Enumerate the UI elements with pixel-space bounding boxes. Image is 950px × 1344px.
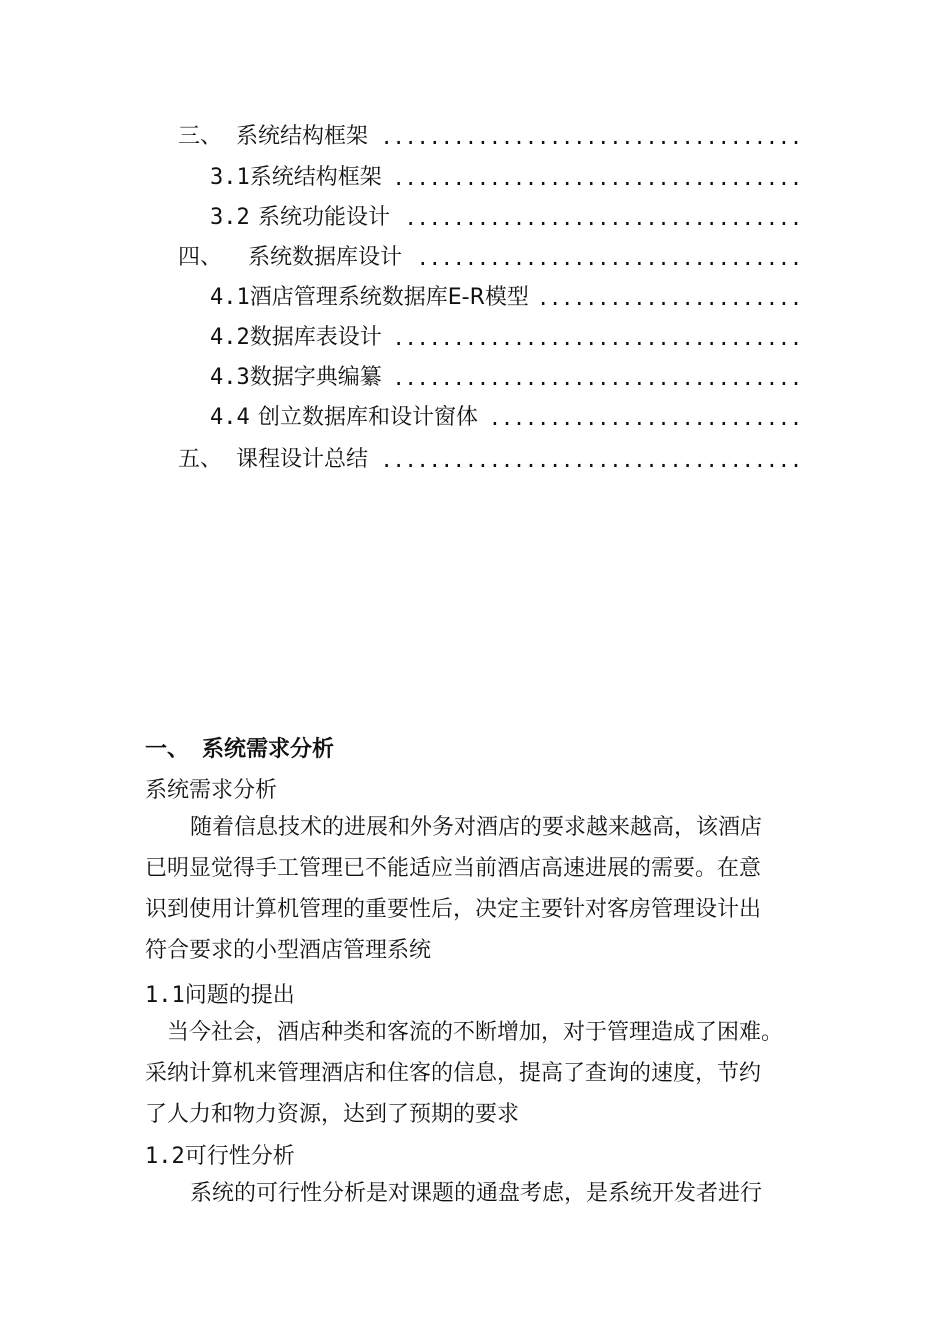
subsection-number: 1.1 <box>145 983 185 1008</box>
toc-item-title: 系统结构框架 <box>249 165 382 190</box>
toc-leader-dots: ................................. <box>405 203 802 233</box>
toc-leader-dots: ...................... <box>537 283 802 313</box>
paragraph <box>145 807 810 971</box>
toc-item[interactable] <box>178 445 802 475</box>
toc-item-number: 4.4 <box>210 405 250 430</box>
subsection-title: 可行性分析 <box>184 1144 295 1169</box>
paragraph <box>145 1173 810 1214</box>
toc-item[interactable] <box>178 122 802 152</box>
toc-item[interactable] <box>210 163 802 193</box>
paragraph-line: 识到使用计算机管理的重要性后，决定主要针对客房管理设计出 <box>145 897 762 922</box>
paragraph-line: 当今社会，酒店种类和客流的不断增加，对于管理造成了困难。 <box>167 1020 784 1045</box>
subsection-heading <box>145 1139 295 1170</box>
toc-item-number: 3.1 <box>210 165 250 190</box>
subsection-number: 1.2 <box>145 1144 185 1169</box>
toc-item-number: 4.1 <box>210 285 250 310</box>
paragraph-line: 系统的可行性分析是对课题的通盘考虑，是系统开发者进行 <box>190 1181 763 1206</box>
toc-leader-dots: ................................... <box>381 445 802 475</box>
toc-item[interactable] <box>210 363 802 393</box>
subsection-heading <box>145 978 295 1009</box>
toc-item-title: 创立数据库和设计窗体 <box>258 405 479 430</box>
toc-item[interactable] <box>210 203 802 233</box>
toc-item-title: 课程设计总结 <box>236 447 369 472</box>
toc-item-title: 数据字典编纂 <box>249 365 382 390</box>
section-heading <box>145 732 334 763</box>
toc-item-number: 4.2 <box>210 325 250 350</box>
subsection-title: 问题的提出 <box>184 983 295 1008</box>
section-subtitle: 系统需求分析 <box>145 778 278 803</box>
toc-item-title: 系统结构框架 <box>236 124 369 149</box>
paragraph <box>145 1012 835 1135</box>
toc-item-number: 五、 <box>178 447 223 472</box>
paragraph-line: 了人力和物力资源，达到了预期的要求 <box>145 1102 520 1127</box>
paragraph-line: 随着信息技术的进展和外务对酒店的要求越来越高，该酒店 <box>190 815 763 840</box>
toc-leader-dots: .................................. <box>393 323 802 353</box>
toc-item-title: 数据库表设计 <box>249 325 382 350</box>
paragraph-line: 采纳计算机来管理酒店和住客的信息，提高了查询的速度，节约 <box>145 1061 762 1086</box>
toc-item-number: 3.2 <box>210 205 250 230</box>
toc-item[interactable] <box>210 403 802 433</box>
section-title: 系统需求分析 <box>202 737 335 762</box>
toc-item-number: 三、 <box>178 124 223 149</box>
paragraph-line: 符合要求的小型酒店管理系统 <box>145 938 432 963</box>
toc-item[interactable] <box>178 243 802 273</box>
toc-leader-dots: ................................... <box>381 122 802 152</box>
toc-item-title: 系统功能设计 <box>258 205 391 230</box>
section-number: 一、 <box>145 737 190 762</box>
toc-item[interactable] <box>210 323 802 353</box>
toc-leader-dots: ................................ <box>417 243 802 273</box>
toc-item[interactable] <box>210 283 802 313</box>
toc-leader-dots: .................................. <box>393 163 802 193</box>
toc-item-title: 酒店管理系统数据库E-R模型 <box>249 285 529 310</box>
toc-item-number: 四、 <box>178 245 223 270</box>
toc-leader-dots: .......................... <box>489 403 802 433</box>
toc-item-title: 系统数据库设计 <box>248 245 403 270</box>
toc-leader-dots: .................................. <box>393 363 802 393</box>
paragraph-line: 已明显觉得手工管理已不能适应当前酒店高速进展的需要。在意 <box>145 856 762 881</box>
toc-item-number: 4.3 <box>210 365 250 390</box>
